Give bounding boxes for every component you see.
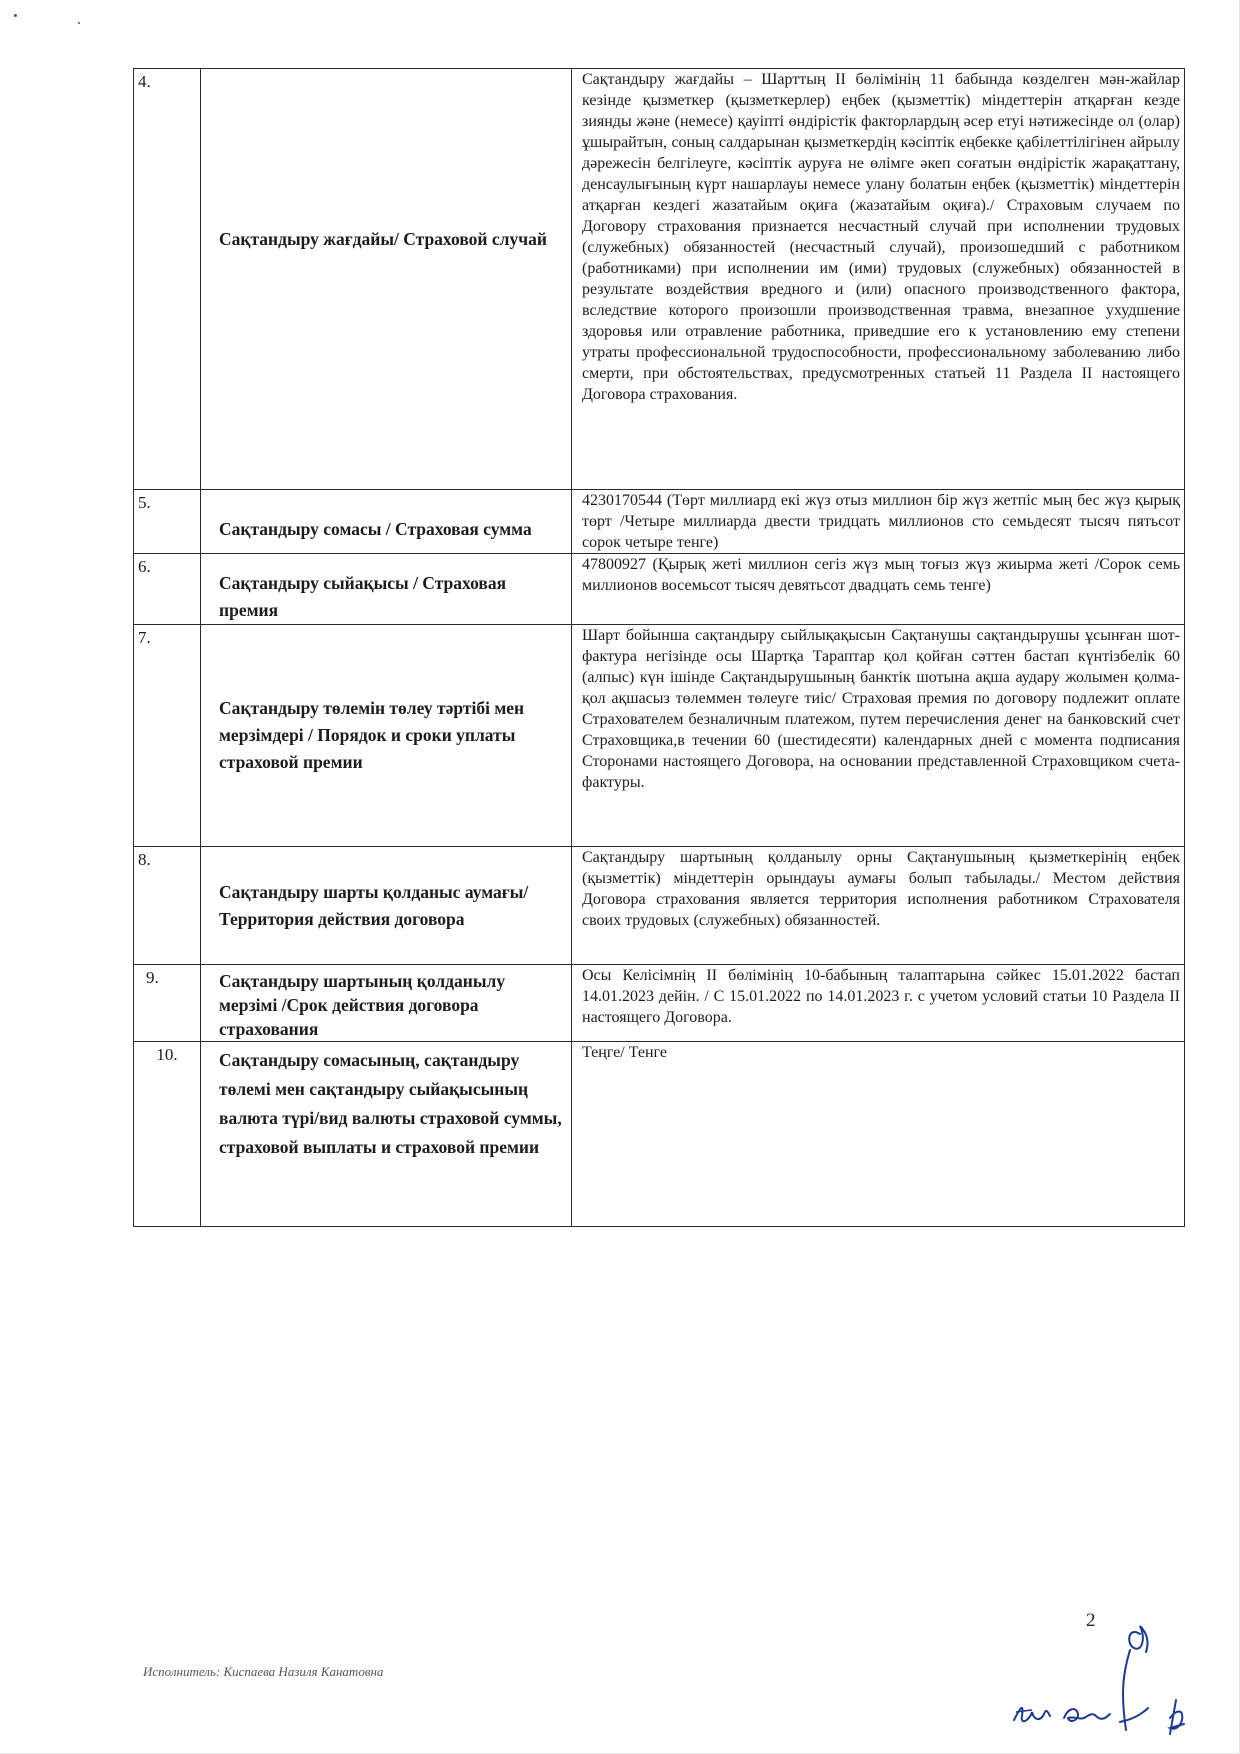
table-row (134, 1042, 1185, 1227)
table-row (134, 625, 1185, 847)
table-row (134, 490, 1185, 554)
row-label: Сақтандыру шартының қолданылу мерзімі /Срок действия договора страхования (201, 965, 572, 1042)
row-label: Сақтандыру сомасының, сақтандыру төлемі мен сақтандыру сыйақысының валюта түрі/вид валюты страховой суммы, страховой выплаты и страховой премии (201, 1042, 572, 1227)
row-value: 47800927 (Қырық жеті миллион сегіз жүз мың тоғыз жүз жиырма жеті /Сорок семь миллионов восемьсот тысяч девятьсот двадцать семь тенге) (572, 554, 1185, 625)
scan-speck (78, 22, 80, 24)
row-value: Сақтандыру шартының қолданылу орны Сақтанушының қызметкерінің еңбек (қызметтік) міндеттерін орындауы аумағы болып табылады./ Местом действия Договора страхования является территория исполнения работником Страхователя своих трудовых (служебных) обязанностей. (572, 847, 1185, 965)
page-number: 2 (1086, 1610, 1096, 1631)
handwritten-signatures (1000, 1590, 1210, 1740)
executor-note: Исполнитель: Киспаева Назиля Канатовна (143, 1664, 384, 1679)
table-row (134, 847, 1185, 965)
row-number: 4. (134, 69, 201, 490)
table-row (134, 69, 1185, 490)
row-label: Сақтандыру сыйақысы / Страховая премия (201, 554, 572, 625)
row-value: Теңге/ Тенге (572, 1042, 1185, 1227)
row-label: Сақтандыру шарты қолданыс аумағы/Территория действия договора (201, 847, 572, 965)
table-row (134, 965, 1185, 1042)
row-value: Осы Келісімнің II бөлімінің 10-бабының талаптарына сәйкес 15.01.2022 бастап 14.01.2023 дейін. / С 15.01.2022 по 14.01.2023 г. с учетом условий статьи 10 Раздела II настоящего Договора. (572, 965, 1185, 1042)
row-value: Сақтандыру жағдайы – Шарттың II бөлімінің 11 бабында көзделген мән-жайлар кезінде қызметкер (қызметкерлер) еңбек (қызметтік) міндеттерін атқарған кезде зиянды және (немесе) қауіпті өндірістік факторлардың әсер етуі нәтижесінде ол (олар) ұшырайтын, соның салдарынан қызметкердің кәсіптік еңбекке қабілеттілігінен айрылу дәрежесін белгілеуге, кәсіптік ауруға не өлімге әкеп соғатын өндірістік жарақаттану, денсаулығының күрт нашарлауы немесе улану болатын еңбек (қызметтік) міндеттерін атқарған кездегі жазатайым оқиға (жазатайым оқиға)./ Страховым случаем по Договору страхования признается несчастный случай при исполнении трудовых (служебных) обязанностей (несчастный случай), произошедший с работником (работниками) при исполнении им (ими) трудовых (служебных) обязанностей в результате воздействия вредного и (или) опасного производственного фактора, вследствие которого произошли производственная травма, внезапное ухудшение здоровья или отравление работника, приведшие его к установлению ему степени утраты профессиональной трудоспособности, профессиональному заболеванию либо смерти, при обстоятельствах, предусмотренных статьей 11 Раздела II настоящего Договора страхования. (572, 69, 1185, 490)
row-number: 6. (134, 554, 201, 625)
table-row (134, 554, 1185, 625)
row-number: 7. (134, 625, 201, 847)
insurance-terms-table (133, 68, 1185, 1227)
row-number: 5. (134, 490, 201, 554)
scan-speck (14, 14, 17, 17)
row-value: 4230170544 (Төрт миллиард екі жүз отыз миллион бір жүз жетпіс мың бес жүз қырық төрт /Четыре миллиарда двести тридцать миллионов сто семьдесят тысяч пятьсот сорок четыре тенге) (572, 490, 1185, 554)
row-label: Сақтандыру жағдайы/ Страховой случай (201, 69, 572, 490)
row-label: Сақтандыру төлемін төлеу тәртібі мен мерзімдері / Порядок и сроки уплаты страховой премии (201, 625, 572, 847)
row-label: Сақтандыру сомасы / Страховая сумма (201, 490, 572, 554)
row-value: Шарт бойынша сақтандыру сыйлықақысын Сақтанушы сақтандырушы ұсынған шот-фактура негізінде осы Шартқа Тараптар қол қойған сәттен бастап күнтізбелік 60 (алпыс) күн ішінде Сақтандырушының банктік шотына ақша аудару жолымен қолма-қол ақшасыз төлеммен төлеуге тиіс/ Страховая премия по договору подлежит оплате Страхователем безналичным платежом, путем перечисления денег на банковский счет Страховщика,в течении 60 (шестидесяти) календарных дней с момента подписания Сторонами настоящего Договора, на основании представленной Страховщиком счета-фактуры. (572, 625, 1185, 847)
row-number: 10. (134, 1042, 201, 1227)
row-number: 9. (134, 965, 201, 1042)
row-number: 8. (134, 847, 201, 965)
